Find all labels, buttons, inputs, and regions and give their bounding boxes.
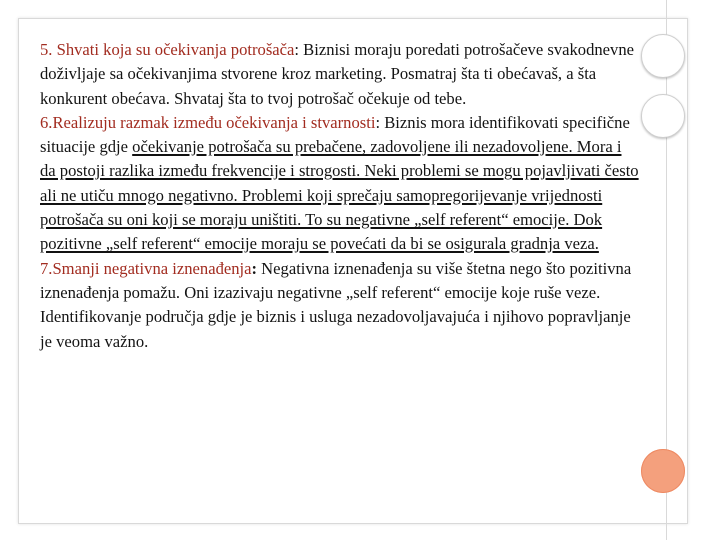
decorative-ring-circle (641, 94, 685, 138)
point-7-heading: 7.Smanji negativna iznenađenja (40, 258, 252, 278)
point-7-text: Negativna iznenađenja su više štetna nego što pozitivna iznenađenja pomažu. Oni izazivaju negativne „self referent“ emocije koje ruše veze. Identifikovanje područja gdje je biznis i usluga nezadovoljavajuća i njihovo popravljanje je veoma važno. (40, 258, 632, 351)
point-6-paragraph (40, 111, 640, 257)
point-5-heading: 5. Shvati koja su očekivanja potrošača (40, 40, 295, 59)
point-5-colon: : (294, 40, 299, 59)
slide-body-text (40, 38, 640, 354)
decorative-orange-circle (641, 449, 685, 493)
point-5-text: Biznisi moraju poredati potrošačeve svakodnevne doživljaje sa očekivanjima stvorene kroz marketing. Posmatraj šta ti obećavaš, a šta konkurent obećava. Shvataj šta to tvoj potrošač očekuje od tebe. (40, 40, 635, 108)
point-7-paragraph (40, 257, 640, 354)
point-5-paragraph (40, 38, 640, 111)
point-7-colon: : (251, 258, 258, 278)
point-6-colon: : (375, 112, 381, 132)
decorative-ring-circle (641, 34, 685, 78)
point-6-text: Biznis mora identifikovati specifične situacije gdje (40, 112, 630, 157)
point-6-underlined-text: očekivanje potrošača su prebačene, zadovoljene ili nezadovoljene. Mora i da postoji razlika između frekvencije i strogosti. Neki problemi se mogu pojavljivati često ali ne utiču mnogo negativno. Problemi koji sprečaju samopregorijevanje vrijednosti potrošača su oni koji se moraju uništiti. To su negativne „self referent“ emocije. Dok pozitivne „self referent“ emocije moraju se povećati da bi se osigurala gradnja veza. (40, 137, 639, 254)
point-6-heading: 6.Realizuju razmak između očekivanja i stvarnosti (40, 112, 376, 132)
